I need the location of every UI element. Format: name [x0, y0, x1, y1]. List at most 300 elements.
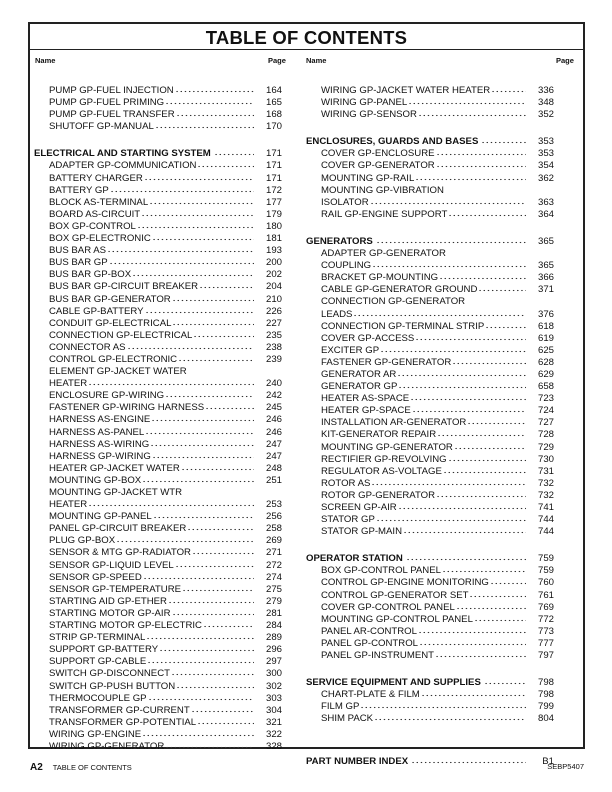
entry-name: MOUNTING GP-GENERATOR	[321, 441, 453, 453]
toc-entry[interactable]	[34, 560, 282, 572]
toc-entry[interactable]	[306, 417, 554, 429]
entry-name: PUMP GP-FUEL PRIMING	[49, 97, 165, 109]
toc-entry[interactable]	[34, 233, 282, 245]
entry-name: HEATER GP-JACKET WATER	[49, 462, 180, 474]
entry-name: WIRING GP-PANEL	[321, 97, 408, 109]
toc-entry[interactable]	[34, 185, 282, 197]
toc-entry[interactable]	[306, 502, 554, 514]
toc-entry[interactable]	[306, 309, 554, 321]
entry-page: 727	[537, 417, 554, 429]
entry-page: 226	[265, 305, 282, 317]
entry-name: GENERATORS	[306, 235, 373, 247]
entry-page: 200	[265, 257, 282, 269]
toc-entry[interactable]	[306, 393, 554, 405]
entry-page: 362	[537, 172, 554, 184]
dot-leader	[197, 717, 254, 725]
toc-entry[interactable]	[306, 650, 554, 662]
toc-entry[interactable]	[34, 97, 282, 109]
entry-name: PUMP GP-FUEL TRANSFER	[49, 109, 175, 121]
entry-name: REGULATOR AS-VOLTAGE	[321, 465, 442, 477]
entry-page: 724	[537, 405, 554, 417]
entry-name: KIT-GENERATOR REPAIR	[321, 429, 437, 441]
dot-leader	[165, 741, 254, 749]
entry-name: PLUG GP-BOX	[49, 535, 116, 547]
entry-page: 284	[265, 620, 282, 632]
toc-entry[interactable]	[34, 572, 282, 584]
entry-name: FILM GP	[321, 701, 360, 713]
entry-name: SENSOR GP-TEMPERATURE	[49, 583, 182, 595]
dot-leader	[110, 185, 254, 193]
entry-page: 245	[265, 402, 282, 414]
toc-entry[interactable]	[34, 499, 282, 511]
entry-name: HARNESS GP-WIRING	[49, 450, 151, 462]
entry-name: BUS BAR GP	[49, 257, 108, 269]
toc-entry[interactable]	[306, 701, 554, 713]
dot-leader	[88, 499, 254, 507]
entry-name: MOUNTING GP-PANEL	[49, 511, 152, 523]
toc-entry[interactable]	[34, 487, 282, 499]
spacer	[306, 221, 554, 236]
entry-name: SENSOR GP-SPEED	[49, 571, 142, 583]
toc-entry[interactable]	[306, 602, 554, 614]
dot-leader	[181, 463, 254, 471]
toc-entry[interactable]	[34, 535, 282, 547]
entry-name: CONNECTION GP-ELECTRICAL	[49, 329, 193, 341]
entry-name: PUMP GP-FUEL INJECTION	[49, 85, 174, 96]
toc-entry[interactable]	[306, 713, 554, 725]
entry-name: ROTOR AS	[321, 477, 371, 489]
entry-name: MOUNTING GP-JACKET WTR	[49, 487, 183, 498]
entry-page: 628	[537, 356, 554, 368]
toc-entry[interactable]	[34, 668, 282, 680]
entry-name: HEATER	[49, 499, 88, 511]
entry-page: 352	[537, 109, 554, 121]
entry-page: 353	[537, 148, 554, 160]
toc-entry[interactable]	[34, 596, 282, 608]
entry-page: 799	[537, 701, 554, 713]
toc-entry[interactable]	[34, 318, 282, 330]
toc-entry[interactable]	[306, 577, 554, 589]
right-page-header: Page	[556, 56, 574, 65]
entry-page: 769	[537, 601, 554, 613]
toc-entry[interactable]	[34, 378, 282, 390]
entry-name: SHUTOFF GP-MANUAL	[49, 121, 154, 133]
entry-page: 251	[265, 474, 282, 486]
toc-entry[interactable]	[306, 97, 554, 109]
dot-leader	[371, 478, 526, 486]
toc-entry[interactable]	[306, 626, 554, 638]
toc-entry[interactable]	[34, 741, 282, 753]
dot-leader	[418, 109, 526, 117]
spacer	[306, 662, 554, 677]
dot-leader	[145, 306, 254, 314]
entry-name: ELECTRICAL AND STARTING SYSTEM	[34, 148, 211, 160]
entry-page: 366	[537, 272, 554, 284]
dot-leader	[151, 414, 254, 422]
page-title: TABLE OF CONTENTS	[30, 24, 583, 50]
toc-entry[interactable]	[306, 148, 554, 160]
entry-page: 302	[265, 680, 282, 692]
entry-page: 297	[265, 656, 282, 668]
toc-entry[interactable]	[306, 565, 554, 577]
entry-page: 239	[265, 353, 282, 365]
entry-page: 741	[537, 502, 554, 513]
entry-page: 202	[265, 269, 282, 281]
entry-page: 618	[537, 320, 554, 332]
toc-entry[interactable]	[306, 109, 554, 121]
toc-entry[interactable]	[34, 354, 282, 366]
entry-page: 210	[265, 293, 282, 305]
dot-leader	[448, 209, 526, 217]
toc-entry[interactable]	[306, 197, 554, 209]
toc-entry[interactable]	[34, 366, 282, 378]
toc-entry[interactable]	[306, 357, 554, 369]
dot-leader	[415, 333, 526, 341]
dot-leader	[149, 197, 254, 205]
entry-page: 625	[537, 344, 554, 356]
dot-leader	[418, 626, 526, 634]
toc-entry[interactable]	[34, 160, 282, 172]
toc-entry[interactable]	[306, 333, 554, 345]
entry-name: SUPPORT GP-BATTERY	[49, 644, 159, 656]
toc-section-heading[interactable]	[306, 677, 554, 689]
entry-name: HARNESS AS-WIRING	[49, 438, 150, 450]
toc-entry[interactable]	[34, 109, 282, 121]
toc-entry[interactable]	[306, 85, 554, 97]
entry-name: SENSOR GP-LIQUID LEVEL	[49, 559, 174, 571]
toc-entry[interactable]	[306, 490, 554, 502]
entry-page: 171	[265, 172, 282, 184]
toc-entry[interactable]	[306, 614, 554, 626]
entry-name: MOUNTING GP-BOX	[49, 474, 142, 486]
dot-leader	[203, 620, 254, 628]
dot-leader	[419, 638, 526, 646]
right-column	[306, 85, 554, 768]
entry-name: CHART-PLATE & FILM	[321, 689, 420, 701]
toc-entry[interactable]	[34, 414, 282, 426]
entry-page: 242	[265, 390, 282, 402]
dot-leader	[376, 236, 526, 244]
entry-name: ADAPTER GP-COMMUNICATION	[49, 160, 197, 172]
dot-leader	[88, 378, 254, 386]
toc-entry[interactable]	[34, 584, 282, 596]
toc-entry[interactable]	[34, 523, 282, 535]
entry-name: CONTROL GP-ENGINE MONITORING	[321, 577, 489, 589]
entry-page: 376	[537, 308, 554, 320]
dot-leader	[109, 257, 254, 265]
dot-leader	[397, 369, 526, 377]
entry-name: RAIL GP-ENGINE SUPPORT	[321, 208, 448, 220]
toc-entry[interactable]	[306, 160, 554, 172]
dot-leader	[421, 689, 526, 697]
dot-leader	[155, 121, 254, 129]
dot-leader	[127, 342, 254, 350]
entry-name: SENSOR & MTG GP-RADIATOR	[49, 547, 191, 559]
entry-page: 170	[265, 121, 282, 133]
entry-page: 321	[265, 716, 282, 728]
entry-page: 797	[537, 650, 554, 662]
entry-name: SERVICE EQUIPMENT AND SUPPLIES	[306, 677, 481, 689]
toc-entry[interactable]	[34, 693, 282, 705]
entry-name: PART NUMBER INDEX	[306, 755, 409, 767]
dot-leader	[443, 466, 526, 474]
entry-page: 171	[265, 148, 282, 160]
toc-entry[interactable]	[34, 294, 282, 306]
toc-entry[interactable]	[306, 260, 554, 272]
toc-entry[interactable]	[306, 296, 554, 308]
dot-leader	[412, 405, 526, 413]
toc-entry[interactable]	[34, 197, 282, 209]
entry-name: HARNESS AS-PANEL	[49, 426, 145, 438]
entry-page: 289	[265, 632, 282, 644]
dot-leader	[142, 729, 254, 737]
toc-section-heading[interactable]	[306, 756, 554, 768]
dot-leader	[370, 197, 526, 205]
footer-left	[30, 762, 132, 773]
toc-entry[interactable]	[34, 632, 282, 644]
dot-leader	[172, 294, 254, 302]
dot-leader	[491, 85, 526, 93]
dot-leader	[406, 553, 526, 561]
entry-name: CONTROL GP-ELECTRONIC	[49, 353, 178, 365]
entry-name: HEATER AS-SPACE	[321, 393, 410, 405]
toc-entry[interactable]	[306, 369, 554, 381]
toc-entry[interactable]	[306, 466, 554, 478]
dot-leader	[353, 309, 526, 317]
dot-leader	[142, 475, 254, 483]
entry-page: 322	[265, 728, 282, 740]
entry-name: MOUNTING GP-VIBRATION	[321, 184, 444, 196]
entry-page: 328	[265, 740, 282, 752]
toc-entry[interactable]	[34, 681, 282, 693]
dot-leader	[187, 523, 254, 531]
dot-leader	[415, 173, 526, 181]
entry-page: 759	[537, 553, 554, 565]
dot-leader	[372, 260, 526, 268]
entry-name: PANEL GP-CONTROL	[321, 637, 419, 649]
entry-page: 177	[265, 196, 282, 208]
dot-leader	[469, 590, 526, 598]
dot-leader	[175, 85, 254, 93]
toc-entry[interactable]	[34, 306, 282, 318]
entry-page: 279	[265, 595, 282, 607]
entry-name: BOX GP-CONTROL PANEL	[321, 565, 441, 577]
entry-page: 363	[537, 196, 554, 208]
toc-entry[interactable]	[34, 717, 282, 729]
entry-page: 658	[537, 381, 554, 393]
entry-page: 281	[265, 607, 282, 619]
toc-entry[interactable]	[34, 121, 282, 133]
dot-leader	[452, 357, 526, 365]
spacer	[34, 133, 282, 148]
toc-entry[interactable]	[34, 729, 282, 741]
toc-entry[interactable]	[306, 284, 554, 296]
toc-entry[interactable]	[34, 269, 282, 281]
entry-name: STATOR GP	[321, 514, 375, 526]
entry-name: HEATER	[49, 378, 88, 390]
entry-page: 171	[265, 160, 282, 172]
entry-name: OPERATOR STATION	[306, 553, 403, 565]
toc-entry[interactable]	[34, 427, 282, 439]
spacer	[306, 538, 554, 553]
toc-entry[interactable]	[306, 454, 554, 466]
toc-entry[interactable]	[306, 526, 554, 538]
entry-name: SCREEN GP-AIR	[321, 502, 397, 513]
toc-entry[interactable]	[306, 185, 554, 197]
toc-entry[interactable]	[34, 705, 282, 717]
entry-name: PANEL GP-INSTRUMENT	[321, 650, 435, 662]
entry-page: 731	[537, 465, 554, 477]
toc-entry[interactable]	[34, 330, 282, 342]
entry-page: 744	[537, 514, 554, 526]
toc-entry[interactable]	[34, 173, 282, 185]
toc-entry[interactable]	[34, 451, 282, 463]
entry-page: 269	[265, 535, 282, 547]
toc-entry[interactable]	[34, 644, 282, 656]
toc-entry[interactable]	[34, 439, 282, 451]
dot-leader	[436, 490, 526, 498]
left-page-header: Page	[268, 56, 286, 65]
entry-page: 238	[265, 341, 282, 353]
dot-leader	[148, 693, 254, 701]
dot-leader	[107, 245, 254, 253]
toc-entry[interactable]	[306, 442, 554, 454]
dot-leader	[374, 713, 526, 721]
dot-leader	[191, 705, 254, 713]
entry-name: TRANSFORMER GP-CURRENT	[49, 704, 190, 716]
toc-entry[interactable]	[34, 257, 282, 269]
entry-name: ISOLATOR	[321, 196, 369, 208]
spacer	[306, 726, 554, 741]
entry-page: 728	[537, 429, 554, 441]
toc-entry[interactable]	[306, 429, 554, 441]
entry-name: SWITCH GP-DISCONNECT	[49, 668, 170, 680]
entry-page: 235	[265, 329, 282, 341]
toc-entry[interactable]	[34, 511, 282, 523]
toc-section-heading[interactable]	[34, 148, 282, 160]
toc-entry[interactable]	[306, 689, 554, 701]
entry-page: 336	[537, 85, 554, 96]
spacer	[306, 741, 554, 756]
footer-page-number: A2	[30, 762, 43, 773]
dot-leader	[147, 656, 254, 664]
entry-page: 772	[537, 613, 554, 625]
toc-entry[interactable]	[34, 608, 282, 620]
entry-name: BUS BAR GP-BOX	[49, 269, 132, 281]
toc-entry[interactable]	[306, 248, 554, 260]
entry-page: 246	[265, 414, 282, 426]
entry-page: 303	[265, 692, 282, 704]
entry-page: 729	[537, 441, 554, 453]
toc-entry[interactable]	[34, 656, 282, 668]
dot-leader	[199, 281, 254, 289]
dot-leader	[178, 354, 254, 362]
entry-page: B1	[542, 755, 554, 767]
toc-entry[interactable]	[34, 281, 282, 293]
entry-page: 164	[265, 85, 282, 96]
toc-entry[interactable]	[306, 478, 554, 490]
entry-name: BUS BAR AS	[49, 245, 107, 257]
toc-entry[interactable]	[34, 475, 282, 487]
entry-page: 365	[537, 235, 554, 247]
toc-entry[interactable]	[306, 173, 554, 185]
entry-page: 165	[265, 97, 282, 109]
entry-page: 296	[265, 644, 282, 656]
toc-entry[interactable]	[306, 345, 554, 357]
dot-leader	[360, 701, 526, 709]
entry-page: 274	[265, 571, 282, 583]
toc-entry[interactable]	[306, 381, 554, 393]
toc-entry[interactable]	[34, 547, 282, 559]
toc-entry[interactable]	[306, 514, 554, 526]
toc-entry[interactable]	[34, 342, 282, 354]
entry-name: STATOR GP-MAIN	[321, 526, 403, 538]
entry-name: STARTING MOTOR GP-ELECTRIC	[49, 620, 202, 632]
dot-leader	[141, 209, 254, 217]
toc-section-heading[interactable]	[306, 136, 554, 148]
dot-leader	[192, 547, 254, 555]
toc-entry[interactable]	[34, 221, 282, 233]
toc-entry[interactable]	[34, 245, 282, 257]
entry-page: 732	[537, 477, 554, 489]
toc-section-heading[interactable]	[306, 553, 554, 565]
entry-name: TRANSFORMER GP-POTENTIAL	[49, 716, 197, 728]
toc-entry[interactable]	[34, 209, 282, 221]
toc-entry[interactable]	[34, 402, 282, 414]
toc-entry[interactable]	[34, 85, 282, 97]
entry-page: 348	[537, 97, 554, 109]
toc-entry[interactable]	[306, 638, 554, 650]
toc-entry[interactable]	[306, 272, 554, 284]
toc-section-heading[interactable]	[306, 236, 554, 248]
entry-page: 759	[537, 565, 554, 577]
toc-entry[interactable]	[306, 209, 554, 221]
dot-leader	[116, 535, 254, 543]
dot-leader	[159, 644, 254, 652]
entry-page: 258	[265, 523, 282, 535]
dot-leader	[376, 514, 526, 522]
entry-name: CONNECTOR AS	[49, 341, 126, 353]
entry-name: SUPPORT GP-CABLE	[49, 656, 147, 668]
toc-entry[interactable]	[34, 390, 282, 402]
toc-entry[interactable]	[34, 620, 282, 632]
dot-leader	[144, 173, 254, 181]
dot-leader	[410, 393, 526, 401]
entry-name: CONNECTION GP-GENERATOR	[321, 296, 466, 308]
entry-name: COUPLING	[321, 260, 372, 272]
entry-name: ADAPTER GP-GENERATOR	[321, 248, 446, 260]
toc-entry[interactable]	[34, 463, 282, 475]
dot-leader	[467, 417, 526, 425]
entry-page: 365	[537, 260, 554, 272]
entry-name: WIRING GP-JACKET WATER HEATER	[321, 85, 491, 96]
entry-page: 247	[265, 450, 282, 462]
entry-name: CONDUIT GP-ELECTRICAL	[49, 317, 172, 329]
entry-name: CONTROL GP-GENERATOR SET	[321, 589, 469, 601]
entry-page: 371	[537, 284, 554, 296]
entry-name: BOARD AS-CIRCUIT	[49, 208, 141, 220]
dot-leader	[474, 614, 526, 622]
entry-name: ENCLOSURE GP-WIRING	[49, 390, 165, 402]
entry-name: HEATER GP-SPACE	[321, 405, 411, 417]
dot-leader	[165, 97, 254, 105]
toc-entry[interactable]	[306, 321, 554, 333]
entry-name: PANEL GP-CIRCUIT BREAKER	[49, 523, 187, 535]
toc-entry[interactable]	[306, 590, 554, 602]
entry-name: BOX GP-CONTROL	[49, 220, 136, 232]
toc-entry[interactable]	[306, 405, 554, 417]
entry-name: WIRING GP-GENERATOR	[49, 740, 165, 752]
